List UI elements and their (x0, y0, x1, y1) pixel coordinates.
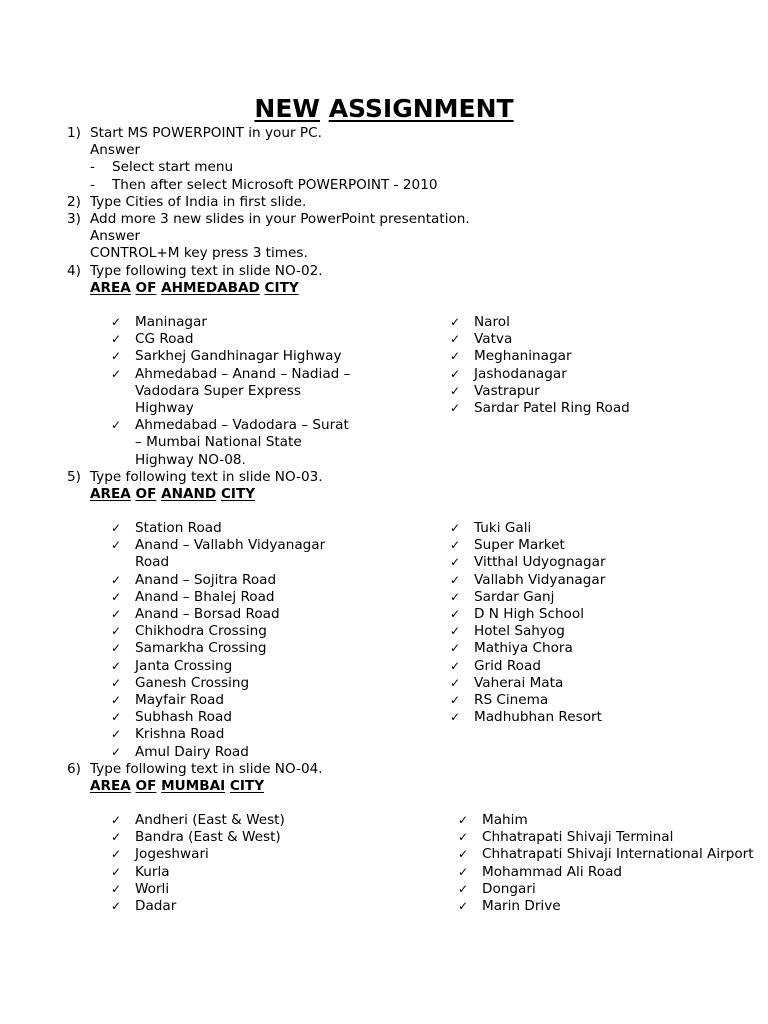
area-list-item: Anand – Borsad Road (135, 606, 280, 622)
area-list-item: Maninagar (135, 314, 207, 330)
area-list-item: Vadodara Super Express (135, 382, 301, 399)
checkmark-icon: ✓ (450, 349, 461, 364)
checkmark-icon: ✓ (458, 899, 469, 913)
heading-word: AHMEDABAD (161, 280, 260, 296)
checkmark-icon: ✓ (450, 538, 461, 553)
area-list-item: Ganesh Crossing (135, 674, 250, 691)
area-list-item: Worli (135, 880, 170, 897)
checkmark-icon: ✓ (450, 675, 461, 690)
area-list-item: Chikhodra Crossing (135, 623, 267, 640)
area-list-item: Road (135, 554, 170, 571)
checkmark-icon: ✓ (111, 624, 122, 639)
area-list-item: Madhubhan Resort (474, 709, 602, 726)
area-list-item: Tuki Gali (474, 520, 532, 536)
area-list-item: Ahmedabad – Anand – Nadiad – (135, 365, 351, 382)
instruction-text: CONTROL+M key press 3 times. (90, 245, 308, 262)
step-number: 6) (67, 761, 81, 777)
area-list-item: D N High School (474, 606, 584, 622)
dash-bullet: - (90, 159, 95, 176)
area-list-item: Super Market (474, 537, 565, 554)
checkmark-icon: ✓ (111, 607, 122, 621)
area-list-item: Jashodanagar (474, 365, 567, 382)
checkmark-icon: ✓ (450, 383, 461, 398)
area-list-item: Vitthal Udyognagar (474, 554, 606, 571)
area-list-item: Jogeshwari (135, 846, 209, 863)
area-list-item: Mayfair Road (135, 692, 225, 708)
area-list-item: CG Road (135, 331, 194, 348)
area-list-item: Vastrapur (474, 382, 540, 399)
instruction-text: Type following text in slide NO-02. (90, 262, 323, 279)
area-list-item: Chhatrapati Shivaji Terminal (482, 829, 674, 846)
area-list-item: Vallabh Vidyanagar (474, 571, 606, 588)
checkmark-icon: ✓ (450, 658, 461, 673)
area-list-item: Mohammad Ali Road (482, 863, 623, 880)
area-list-item: Chhatrapati Shivaji International Airport (482, 846, 754, 863)
area-list-item: – Mumbai National State (135, 434, 302, 451)
step-number: 4) (67, 262, 81, 279)
area-list-item: Anand – Vallabh Vidyanagar (135, 537, 326, 554)
instruction-text: Add more 3 new slides in your PowerPoint presentation. (90, 211, 470, 227)
instruction-text: Answer (90, 228, 141, 245)
checkmark-icon: ✓ (450, 315, 461, 329)
instruction-text: Select start menu (112, 159, 234, 176)
area-list-item: Mathiya Chora (474, 640, 573, 657)
checkmark-icon: ✓ (111, 349, 122, 364)
heading-word: OF (135, 486, 157, 502)
checkmark-icon: ✓ (450, 572, 461, 587)
heading-word: OF (135, 778, 157, 794)
area-list-item: Highway (135, 400, 194, 416)
title-word-new: NEW (254, 94, 320, 123)
area-list-item: Janta Crossing (135, 657, 233, 674)
page-title (0, 92, 768, 126)
step-number: 5) (67, 469, 81, 485)
area-list-item: Highway NO-08. (135, 451, 246, 468)
instruction-text: Answer (90, 142, 141, 159)
dash-bullet: - (90, 176, 95, 193)
area-list-item: Meghaninagar (474, 348, 572, 365)
heading-word: CITY (264, 280, 299, 296)
heading-word: CITY (229, 778, 265, 794)
checkmark-icon: ✓ (458, 813, 469, 827)
area-list-item: Krishna Road (135, 726, 225, 743)
area-list-item: Amul Dairy Road (135, 743, 249, 760)
checkmark-icon: ✓ (458, 864, 469, 879)
step-number: 3) (67, 211, 81, 227)
area-list-item: Subhash Road (135, 709, 232, 726)
step-number: 1) (67, 125, 81, 141)
area-list-item: RS Cinema (474, 692, 549, 708)
checkmark-icon: ✓ (450, 332, 461, 347)
section-heading-ahmedabad (90, 280, 299, 297)
area-list-item: Marin Drive (482, 898, 561, 914)
checkmark-icon: ✓ (458, 881, 469, 896)
heading-word: AREA (90, 486, 131, 502)
heading-word: OF (135, 280, 157, 296)
checkmark-icon: ✓ (111, 572, 122, 587)
checkmark-icon: ✓ (111, 830, 122, 845)
checkmark-icon: ✓ (111, 418, 122, 433)
checkmark-icon: ✓ (111, 899, 122, 913)
area-list-item: Vaherai Mata (474, 674, 564, 691)
area-list-item: Hotel Sahyog (474, 623, 565, 640)
area-list-item: Bandra (East & West) (135, 829, 281, 846)
checkmark-icon: ✓ (111, 727, 122, 742)
heading-word: CITY (220, 486, 256, 502)
area-list-item: Anand – Sojitra Road (135, 571, 277, 588)
area-list-item: Kurla (135, 863, 170, 880)
checkmark-icon: ✓ (111, 315, 122, 329)
checkmark-icon: ✓ (450, 641, 461, 656)
area-list-item: Anand – Bhalej Road (135, 588, 275, 605)
area-list-item: Sardar Patel Ring Road (474, 400, 630, 416)
checkmark-icon: ✓ (111, 366, 122, 381)
area-list-item: Grid Road (474, 657, 541, 674)
checkmark-icon: ✓ (111, 864, 122, 879)
checkmark-icon: ✓ (450, 693, 461, 707)
checkmark-icon: ✓ (111, 675, 122, 690)
checkmark-icon: ✓ (458, 830, 469, 845)
checkmark-icon: ✓ (111, 332, 122, 347)
area-list-item: Station Road (135, 520, 222, 536)
checkmark-icon: ✓ (111, 710, 122, 725)
section-heading-mumbai (90, 778, 264, 795)
area-list-item: Dongari (482, 880, 536, 897)
checkmark-icon: ✓ (111, 693, 122, 707)
checkmark-icon: ✓ (450, 521, 461, 535)
area-list-item: Sarkhej Gandhinagar Highway (135, 348, 342, 365)
area-list-item: Ahmedabad – Vadodara – Surat (135, 417, 349, 434)
title-word-assignment: ASSIGNMENT (328, 94, 514, 123)
area-list-item: Samarkha Crossing (135, 640, 267, 657)
checkmark-icon: ✓ (111, 658, 122, 673)
checkmark-icon: ✓ (450, 401, 461, 415)
instruction-text: Start MS POWERPOINT in your PC. (90, 125, 322, 141)
area-list-item: Narol (474, 314, 510, 330)
area-list-item: Andheri (East & West) (135, 812, 285, 828)
area-list-item: Dadar (135, 898, 177, 914)
heading-word: AREA (90, 778, 131, 794)
checkmark-icon: ✓ (450, 366, 461, 381)
checkmark-icon: ✓ (458, 847, 469, 862)
checkmark-icon: ✓ (450, 710, 461, 725)
heading-word: AREA (90, 280, 131, 296)
checkmark-icon: ✓ (450, 607, 461, 621)
instruction-text: Type following text in slide NO-04. (90, 761, 323, 777)
checkmark-icon: ✓ (450, 589, 461, 604)
heading-word: MUMBAI (161, 778, 226, 794)
checkmark-icon: ✓ (111, 641, 122, 656)
instruction-text: Then after select Microsoft POWERPOINT - 2010 (112, 176, 438, 193)
instruction-text: Type following text in slide NO-03. (90, 469, 323, 485)
checkmark-icon: ✓ (111, 881, 122, 896)
checkmark-icon: ✓ (111, 744, 122, 759)
checkmark-icon: ✓ (450, 555, 461, 570)
checkmark-icon: ✓ (111, 847, 122, 862)
area-list-item: Sardar Ganj (474, 588, 555, 605)
checkmark-icon: ✓ (111, 589, 122, 604)
area-list-item: Vatva (474, 331, 513, 348)
checkmark-icon: ✓ (111, 521, 122, 535)
instruction-text: Type Cities of India in first slide. (90, 193, 307, 210)
checkmark-icon: ✓ (111, 538, 122, 553)
checkmark-icon: ✓ (111, 813, 122, 827)
area-list-item: Mahim (482, 812, 528, 828)
step-number: 2) (67, 193, 81, 210)
section-heading-anand (90, 486, 255, 503)
checkmark-icon: ✓ (450, 624, 461, 639)
heading-word: ANAND (161, 486, 217, 502)
